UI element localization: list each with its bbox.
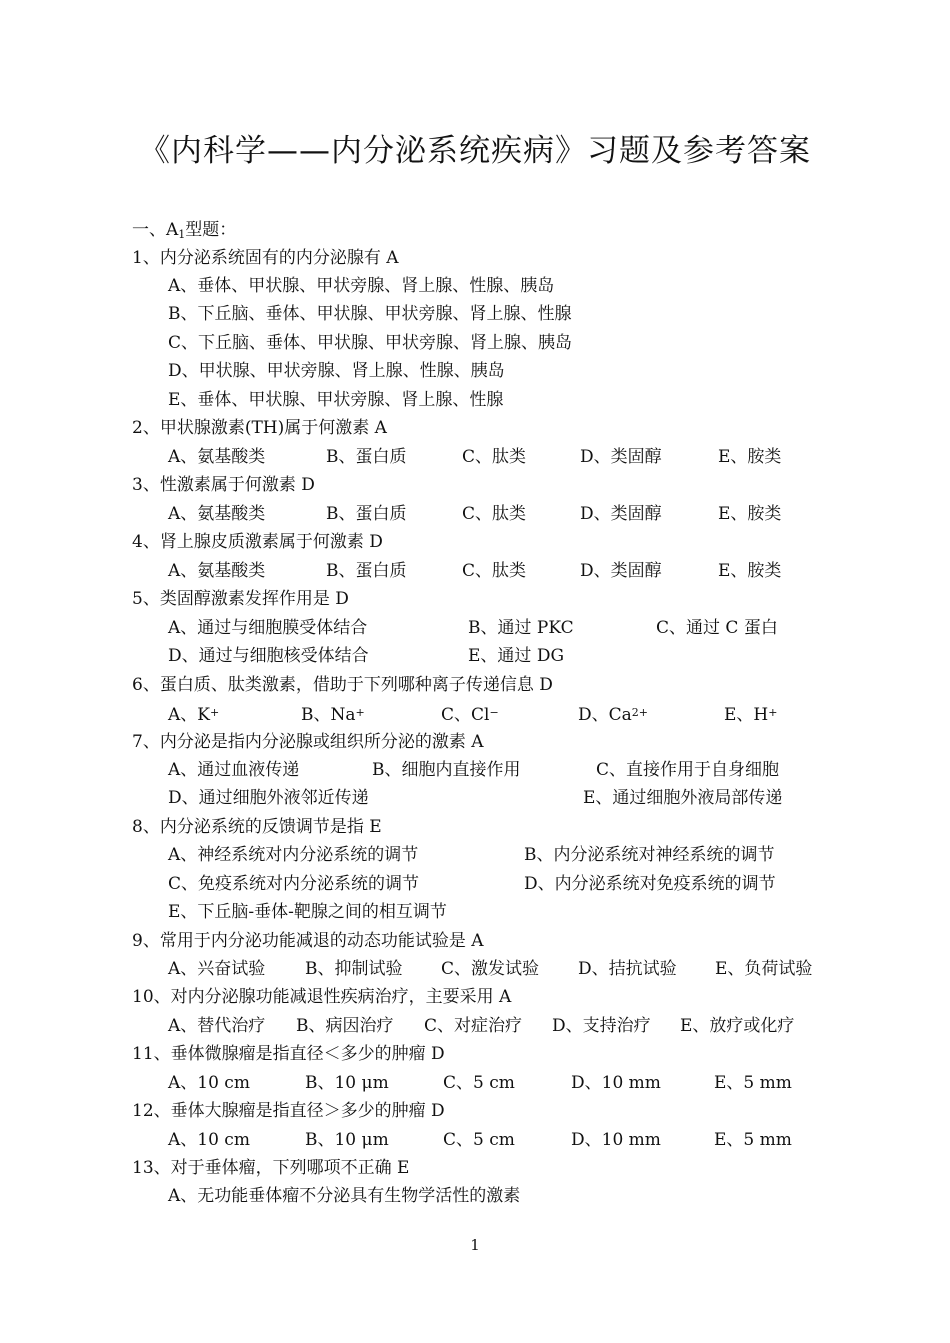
option-text: E、通过 DG — [468, 646, 565, 666]
ion-charge: − — [489, 706, 499, 719]
option-text: C、肽类 — [462, 447, 527, 467]
option-text: E、胺类 — [718, 561, 782, 581]
option-text: E、5 mm — [714, 1073, 792, 1093]
option-text: A、兴奋试验 — [168, 959, 266, 979]
option-text: C、肽类 — [462, 504, 527, 524]
option-text: B、Na+ — [301, 705, 365, 725]
option-text: B、内分泌系统对神经系统的调节 — [524, 845, 775, 865]
option-text: E、胺类 — [718, 504, 782, 524]
option-text: C、直接作用于自身细胞 — [596, 760, 780, 780]
option-text: D、通过细胞外液邻近传递 — [168, 788, 369, 808]
ion-charge: 2+ — [631, 706, 648, 719]
option-text: E、5 mm — [714, 1130, 792, 1150]
option-text: B、蛋白质 — [326, 561, 407, 581]
question-text: 12、垂体大腺瘤是指直径＞多少的肿瘤 D — [132, 1101, 445, 1121]
option-text: B、10 μm — [305, 1130, 389, 1150]
option-text: C、对症治疗 — [424, 1016, 523, 1036]
option-text: D、类固醇 — [580, 447, 662, 467]
option-text: E、胺类 — [718, 447, 782, 467]
option-text: A、通过与细胞膜受体结合 — [168, 618, 368, 638]
option-text: E、垂体、甲状腺、甲状旁腺、肾上腺、性腺 — [168, 390, 504, 410]
option-text: D、通过与细胞核受体结合 — [168, 646, 369, 666]
option-text: B、下丘脑、垂体、甲状腺、甲状旁腺、肾上腺、性腺 — [168, 304, 572, 324]
option-text: D、10 mm — [571, 1073, 661, 1093]
question-text: 4、肾上腺皮质激素属于何激素 D — [132, 532, 383, 552]
option-text: B、蛋白质 — [326, 447, 407, 467]
ion-charge: + — [355, 706, 365, 719]
option-text: B、病因治疗 — [296, 1016, 394, 1036]
ion-charge: + — [209, 706, 220, 719]
option-text: A、替代治疗 — [168, 1016, 266, 1036]
option-text: B、通过 PKC — [468, 618, 574, 638]
option-text: C、肽类 — [462, 561, 527, 581]
option-text: E、下丘脑-垂体-靶腺之间的相互调节 — [168, 902, 447, 922]
option-text: C、5 cm — [443, 1130, 515, 1150]
ion-charge: + — [768, 706, 778, 719]
option-text: D、$Ca^{2+}$ — [578, 705, 648, 725]
option-text: E、通过细胞外液局部传递 — [583, 788, 783, 808]
option-text: B、抑制试验 — [305, 959, 403, 979]
option-text: A、氨基酸类 — [168, 504, 266, 524]
question-text: 7、内分泌是指内分泌腺或组织所分泌的激素 A — [132, 732, 484, 752]
option-text: C、下丘脑、垂体、甲状腺、甲状旁腺、肾上腺、胰岛 — [168, 333, 573, 353]
option-text: A、10 cm — [168, 1073, 250, 1093]
option-text: A、氨基酸类 — [168, 447, 266, 467]
document-title: 《内科学——内分泌系统疾病》习题及参考答案 — [139, 133, 811, 169]
question-text: 9、常用于内分泌功能减退的动态功能试验是 A — [132, 931, 484, 951]
option-text: D、10 mm — [571, 1130, 661, 1150]
option-text: D、内分泌系统对免疫系统的调节 — [524, 874, 776, 894]
section-prefix: 一、A — [132, 220, 179, 240]
option-text: A、通过血液传递 — [168, 760, 300, 780]
question-text: 5、类固醇激素发挥作用是 D — [132, 589, 349, 609]
option-text: A、垂体、甲状腺、甲状旁腺、肾上腺、性腺、胰岛 — [168, 276, 555, 296]
option-text: B、细胞内直接作用 — [372, 760, 521, 780]
option-text: D、类固醇 — [580, 561, 662, 581]
option-text: E、H+ — [724, 705, 778, 725]
option-text: C、通过 C 蛋白 — [656, 618, 778, 638]
option-text: A、氨基酸类 — [168, 561, 266, 581]
option-text: E、放疗或化疗 — [680, 1016, 795, 1036]
option-text: D、类固醇 — [580, 504, 662, 524]
option-text: B、蛋白质 — [326, 504, 407, 524]
option-text: D、支持治疗 — [552, 1016, 651, 1036]
question-text: 10、对内分泌腺功能减退性疾病治疗，主要采用 A — [132, 987, 512, 1007]
option-text: C、免疫系统对内分泌系统的调节 — [168, 874, 420, 894]
section-suffix: 型题： — [185, 220, 237, 240]
option-text: D、拮抗试验 — [578, 959, 677, 979]
option-text: C、Cl− — [441, 705, 499, 725]
question-text: 11、垂体微腺瘤是指直径＜多少的肿瘤 D — [132, 1044, 445, 1064]
option-text: E、负荷试验 — [715, 959, 813, 979]
option-text: A、无功能垂体瘤不分泌具有生物学活性的激素 — [168, 1186, 521, 1206]
page-number: 1 — [470, 1236, 480, 1254]
option-text: A、K+ — [168, 705, 220, 725]
question-text: 1、内分泌系统固有的内分泌腺有 A — [132, 248, 399, 268]
option-text: A、神经系统对内分泌系统的调节 — [168, 845, 419, 865]
section-subscript: 1 — [178, 228, 186, 241]
question-text: 13、对于垂体瘤，下列哪项不正确 E — [132, 1158, 410, 1178]
option-text: B、10 μm — [305, 1073, 389, 1093]
option-text: C、激发试验 — [441, 959, 540, 979]
question-text: 8、内分泌系统的反馈调节是指 E — [132, 817, 382, 837]
option-text: D、甲状腺、甲状旁腺、肾上腺、性腺、胰岛 — [168, 361, 505, 381]
question-text: 3、性激素属于何激素 D — [132, 475, 315, 495]
question-text: 6、蛋白质、肽类激素，借助于下列哪种离子传递信息 D — [132, 675, 553, 695]
option-text: C、5 cm — [443, 1073, 515, 1093]
option-text: A、10 cm — [168, 1130, 250, 1150]
question-text: 2、甲状腺激素(TH)属于何激素 A — [132, 418, 387, 438]
